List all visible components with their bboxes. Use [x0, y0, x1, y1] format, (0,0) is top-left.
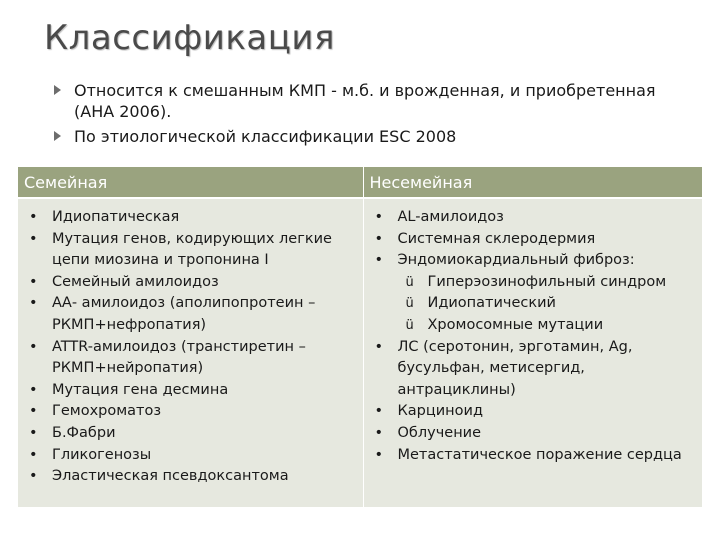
list-item: • Эндомиокардиальный фиброз: — [370, 250, 697, 272]
arrow-bullet-icon — [54, 131, 61, 141]
arrow-bullet-icon — [54, 85, 61, 95]
sub-list-item: ü Идиопатический — [370, 293, 697, 315]
bullet-dot-icon: • — [374, 424, 384, 441]
bullet-dot-icon: • — [29, 209, 38, 225]
familial-list — [24, 207, 357, 488]
list-item: • Гемохроматоз — [24, 401, 357, 423]
list-item: • Карциноид — [370, 401, 697, 423]
list-item: • Б.Фабри — [24, 423, 357, 445]
sub-list-item: ü Гиперэозинофильный синдром — [370, 272, 697, 294]
bullet-dot-icon: • — [374, 252, 384, 269]
nonfamilial-cell — [363, 198, 702, 507]
bullet-dot-icon: • — [29, 230, 38, 247]
list-item: • Идиопатическая — [24, 207, 357, 229]
bullet-dot-icon: • — [374, 446, 384, 463]
list-item: • Мутация гена десмина — [24, 380, 357, 402]
table-header-row — [18, 167, 702, 198]
intro-bullet-text: По этиологической классификации ESC 2008 — [74, 127, 457, 146]
classification-table — [18, 167, 702, 507]
bullet-dot-icon: • — [29, 424, 38, 441]
bullet-dot-icon: • — [29, 273, 38, 290]
list-item: • Метастатическое поражение сердца — [370, 445, 697, 467]
intro-bullet-text: Относится к смешанным КМП - м.б. и врожденная, и приобретенная (АНА 2006). — [74, 81, 656, 121]
check-icon: ü — [405, 296, 414, 312]
nonfamilial-list-cont — [370, 337, 697, 467]
bullet-dot-icon: • — [29, 468, 38, 485]
table-row — [18, 198, 702, 507]
check-icon: ü — [405, 274, 414, 290]
slide-title: Классификация — [44, 18, 335, 58]
check-icon: ü — [405, 317, 414, 333]
list-item: • AL-амилоидоз — [370, 207, 697, 229]
list-item: • ЛС (серотонин, эрготамин, Ag, бусульфан, метисергид, антрациклины) — [374, 338, 633, 398]
bullet-dot-icon: • — [374, 338, 384, 355]
list-item: • Гликогенозы — [24, 445, 357, 467]
header-nonfamilial: Несемейная — [363, 167, 702, 198]
list-item: • Мутация генов, кодирующих легкие цепи миозина и тропонина I — [29, 230, 332, 269]
intro-bullet — [52, 80, 692, 122]
familial-cell — [18, 198, 363, 507]
sub-list-item: ü Хромосомные мутации — [370, 315, 697, 337]
fibrosis-sublist — [370, 272, 697, 337]
list-item: • Эластическая псевдоксантома — [24, 466, 357, 488]
bullet-dot-icon: • — [374, 403, 384, 420]
bullet-dot-icon: • — [374, 230, 384, 247]
bullet-dot-icon: • — [29, 295, 38, 312]
bullet-dot-icon: • — [374, 209, 384, 225]
intro-bullet — [52, 126, 692, 147]
header-familial: Семейная — [18, 167, 363, 198]
list-item: • АА- амилоидоз (аполипопротеин – РКМП+нефропатия) — [29, 295, 316, 333]
list-item: • Системная склеродермия — [370, 229, 697, 251]
list-item: • Облучение — [370, 423, 697, 445]
nonfamilial-list — [370, 207, 697, 272]
bullet-dot-icon: • — [29, 403, 38, 420]
list-item: • Семейный амилоидоз — [24, 272, 357, 294]
bullet-dot-icon: • — [29, 338, 38, 355]
intro-bullets — [52, 80, 692, 151]
list-item: • ATTR-амилоидоз (транстиретин – РКМП+нейропатия) — [29, 338, 306, 377]
bullet-dot-icon: • — [29, 381, 38, 398]
bullet-dot-icon: • — [29, 446, 38, 463]
